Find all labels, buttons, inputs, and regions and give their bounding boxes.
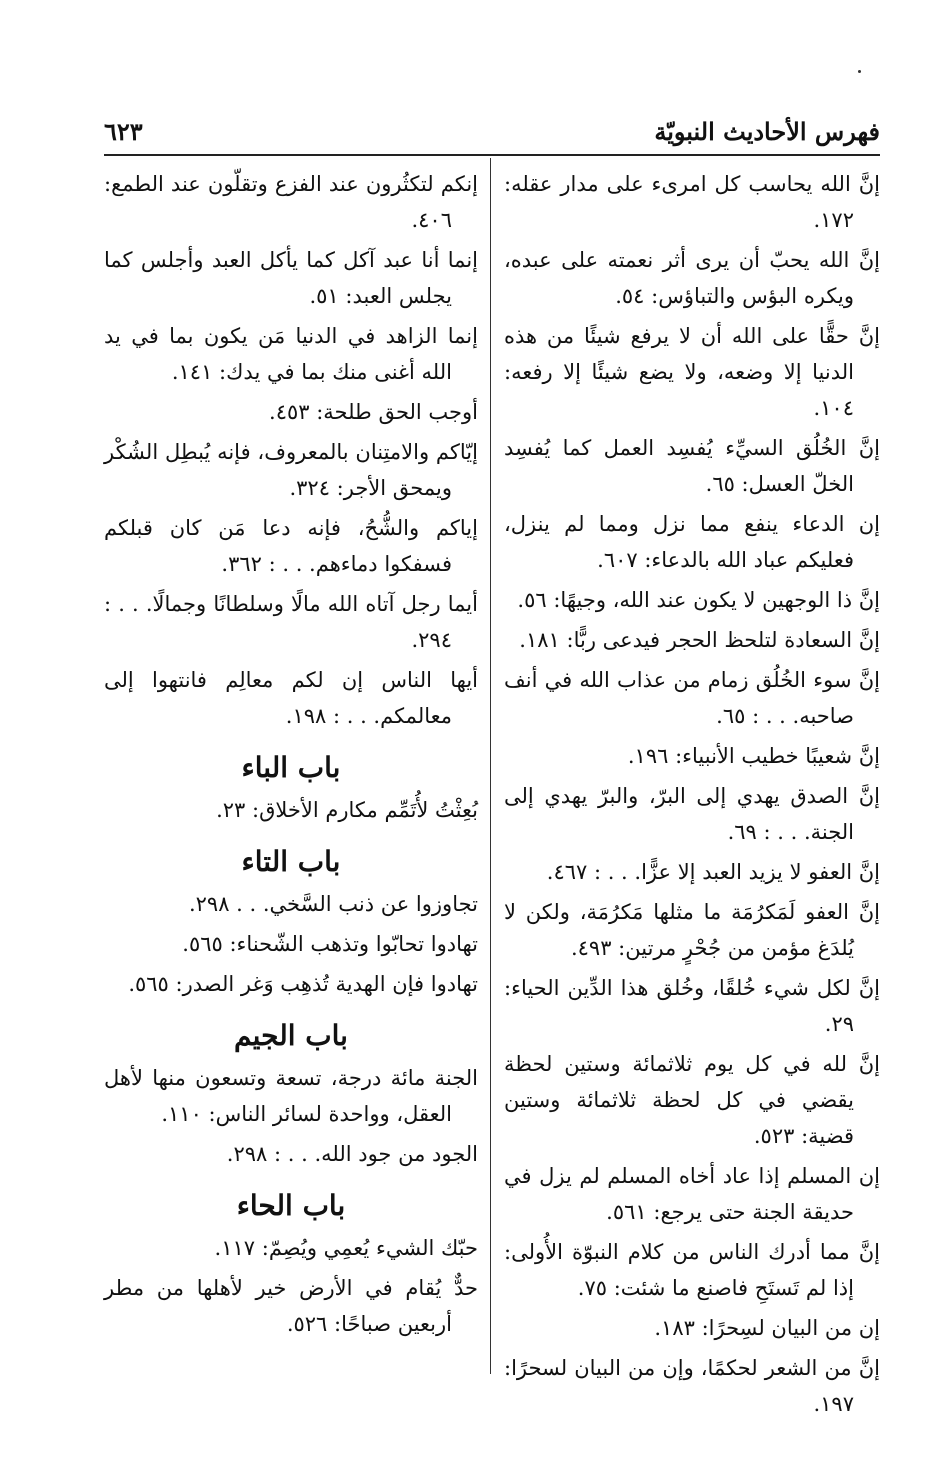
speck-mark	[858, 70, 861, 73]
hadith-entry: إنَّ ذا الوجهين لا يكون عند الله، وجيهًا: ٥٦.	[517, 588, 880, 612]
hadith-entry: أيها الناس إن لكم معالِم فانتهوا إلى معالمكم. . . : ١٩٨.	[104, 668, 478, 728]
hadith-entry: أيما رجل آتاه الله مالًا وسلطانًا وجمالًا. . . : ٢٩٤.	[104, 592, 478, 652]
hadith-entry: إنكم لتكثُرون عند الفزع وتقلّون عند الطمع: ٤٠٦.	[104, 172, 478, 232]
hadith-entry: إنَّ الله يحبّ أن يرى أثر نعمته على عبده، ويكره البؤس والتباؤس: ٥٤.	[504, 248, 880, 308]
hadith-entry: إنَّ مما أدرك الناس من كلام النبوّة الأُولى: إذا لم تَستَحِ فاصنع ما شئت: ٧٥.	[504, 1240, 880, 1300]
hadith-entry: إنَّ سوء الخُلُق زمام من عذاب الله في أنف صاحبه. . . : ٦٥.	[504, 668, 880, 728]
hadith-entry: إنما الزاهد في الدنيا مَن يكون بما في يد الله أغنى منك بما في يدك: ١٤١.	[104, 324, 478, 384]
hadith-entry: إن الدعاء ينفع مما نزل ومما لم ينزل، فعليكم عباد الله بالدعاء: ٦٠٧.	[504, 512, 880, 572]
hadith-entry: إنَّ لله في كل يوم ثلاثمائة وستين لحظة يقضي في كل لحظة ثلاثمائة وستين قضية: ٥٢٣.	[504, 1052, 880, 1148]
page-header	[104, 108, 880, 154]
hadith-entry: إنَّ السعادة لتلحظ الحجر فيدعى ربًّا: ١٨١.	[519, 628, 880, 652]
hadith-entry: إنَّ الخُلُق السيِّء يُفسِد العمل كما يُفسِد الخلّ العسل: ٦٥.	[504, 436, 880, 496]
running-title: فهرس الأحاديث النبويّة	[654, 116, 880, 146]
hadith-entry: تهادوا فإن الهدية تُذهِب وَغر الصدر: ٥٦٥.	[128, 972, 478, 996]
hadith-entry: حبّك الشيء يُعمِي ويُصِمّ: ١١٧.	[214, 1236, 478, 1260]
left-column	[104, 166, 478, 1346]
hadith-entry: تجاوزوا عن ذنب السَّخي. . . ٢٩٨.	[188, 892, 478, 916]
hadith-entry: بُعِثْتُ لأُتَمِّم مكارم الأخلاق: ٢٣.	[216, 798, 478, 822]
hadith-entry: إنَّ من الشعر لحكمًا، وإن من البيان لسحرًا: ١٩٧.	[504, 1356, 880, 1416]
hadith-entry: إنَّ شعيبًا خطيب الأنبياء: ١٩٦.	[627, 744, 880, 768]
hadith-entry: تهادوا تحابّوا وتذهب الشّحناء: ٥٦٥.	[182, 932, 478, 956]
hadith-entry: إن من البيان لسِحرًا: ١٨٣.	[654, 1316, 880, 1340]
section-heading: باب الجيم	[234, 1019, 348, 1052]
page-number: ٦٢٣	[104, 116, 143, 146]
hadith-entry: إنَّ العفو لا يزيد العبد إلا عزًّا. . . : ٤٦٧.	[546, 860, 880, 884]
header-rule	[104, 154, 880, 156]
section-heading: باب التاء	[241, 845, 341, 878]
right-column	[504, 166, 880, 1426]
hadith-entry: الجود من جود الله. . . : ٢٩٨.	[226, 1142, 478, 1166]
section-heading: باب الحاء	[236, 1189, 346, 1222]
hadith-entry: حدٌّ يُقام في الأرض خير لأهلها من مطر أربعين صباحًا: ٥٢٦.	[104, 1276, 478, 1336]
section-heading: باب الباء	[241, 751, 341, 784]
hadith-entry: إنَّ الصدق يهدي إلى البرّ، والبرّ يهدي إلى الجنة. . . : ٦٩.	[504, 784, 880, 844]
hadith-entry: إيّاكم والامتِنان بالمعروف، فإنه يُبطِل الشُكْر ويمحق الأجر: ٣٢٤.	[104, 440, 478, 500]
hadith-entry: إنَّ العفو لَمَكرُمَة ما مثلها مَكرُمَة، ولكن لا يُلدَغ مؤمن من جُحْرٍ مرتين: ٤٩٣.	[504, 900, 880, 960]
hadith-entry: إنما أنا عبد آكل كما يأكل العبد وأجلس كما يجلس العبد: ٥١.	[104, 248, 478, 308]
hadith-entry: إياكم والشُّحُ، فإنه دعا مَن كان قبلكم فسفكوا دماءهم. . . : ٣٦٢.	[104, 516, 478, 576]
hadith-entry: أوجب الحق طلحة: ٤٥٣.	[269, 400, 478, 424]
hadith-entry: إنَّ حقًّا على الله أن لا يرفع شيئًا من هذه الدنيا إلا وضعه، ولا يضع شيئًا إلا رفعه: ١٠٤.	[504, 324, 880, 420]
hadith-entry: إنَّ الله يحاسب كل امرىء على مدار عقله: ١٧٢.	[504, 172, 880, 232]
hadith-entry: إن المسلم إذا عاد أخاه المسلم لم يزل في حديقة الجنة حتى يرجع: ٥٦١.	[504, 1164, 880, 1224]
hadith-entry: إنَّ لكل شيء خُلقًا، وخُلق هذا الدِّين الحياء: ٢٩.	[504, 976, 880, 1036]
hadith-entry: الجنة مائة درجة، تسعة وتسعون منها لأهل العقل، وواحدة لسائر الناس: ١١٠.	[104, 1066, 478, 1126]
column-divider	[490, 158, 491, 1374]
